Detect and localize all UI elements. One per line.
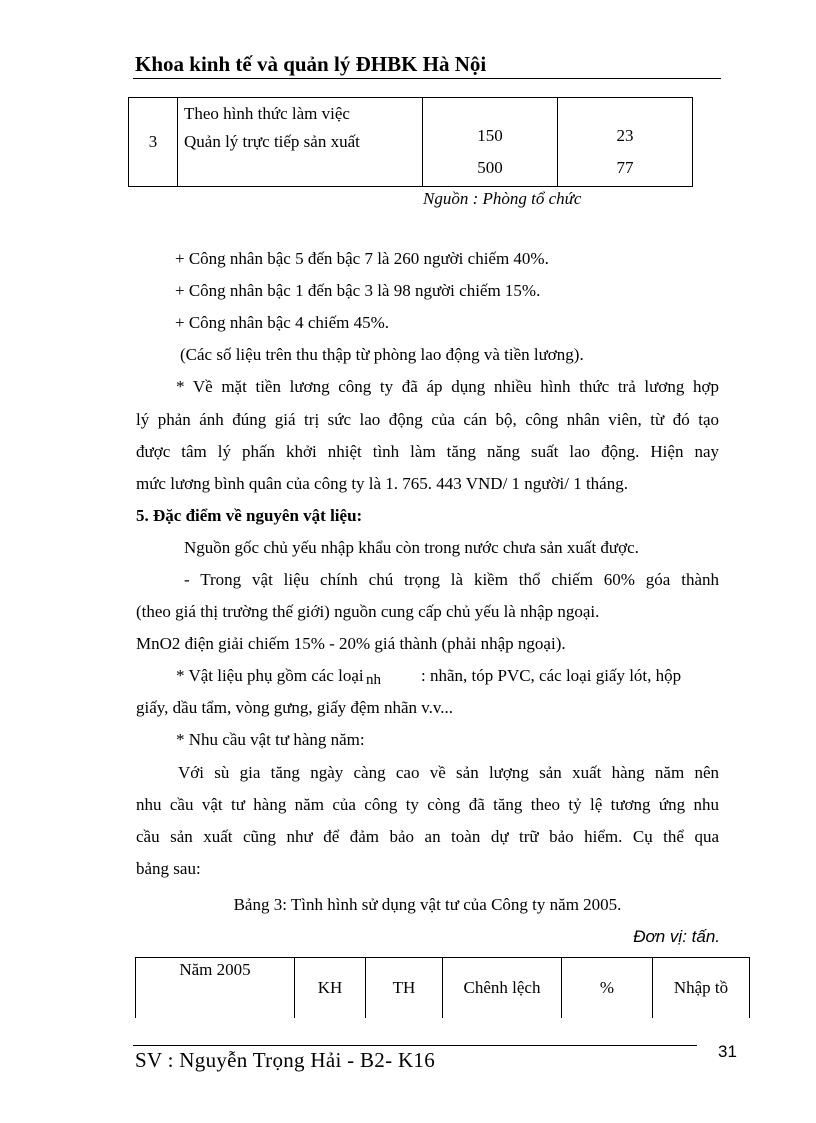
paragraph-line: nhu cầu vật tư hàng năm của công ty còng đã tăng theo tỷ lệ tương ứng nhu (136, 795, 719, 814)
paragraph-line: mức lương bình quân của công ty là 1. 765. 443 VND/ 1 người/ 1 tháng. (136, 474, 628, 493)
col-header-percent: % (562, 958, 653, 1019)
paragraph-line: + Công nhân bậc 1 đến bậc 3 là 98 người chiếm 15%. (175, 281, 541, 300)
paragraph-line: (Các số liệu trên thu thập từ phòng lao động và tiền lương). (180, 345, 584, 364)
paragraph-line: Với sù gia tăng ngày càng cao về sản lượng sản xuất hàng năm nên (178, 763, 719, 782)
year-header: Năm 2005 (136, 958, 295, 1019)
paragraph-line: * Về mặt tiền lương công ty đã áp dụng nhiều hình thức trả lương hợp (176, 377, 719, 396)
percent-value-1: 23 (616, 126, 634, 145)
desc-line-1: Theo hình thức làm việc (184, 104, 350, 123)
paragraph-line: bảng sau: (136, 859, 201, 878)
paragraph-line: (theo giá thị trường thế giới) nguồn cung cấp chủ yếu là nhập ngoại. (136, 602, 600, 621)
row-number: 3 (129, 98, 178, 187)
footer-divider (133, 1045, 697, 1046)
row-description (178, 98, 423, 187)
paragraph-line: * Nhu cầu vật tư hàng năm: (176, 730, 365, 749)
count-cell (423, 98, 558, 187)
paragraph-line: cầu sản xuất cũng như để đảm bảo an toàn dự trữ bảo hiểm. Cụ thể qua (136, 827, 719, 846)
count-value-2: 500 (477, 158, 503, 177)
unit-label: Đơn vị: tấn. (633, 927, 720, 946)
col-header-kh: KH (295, 958, 366, 1019)
section-heading: 5. Đặc điểm về nguyên vật liệu: (136, 506, 363, 525)
header-divider (133, 78, 721, 79)
percent-cell (558, 98, 693, 187)
paragraph-line: + Công nhân bậc 5 đến bậc 7 là 260 người chiếm 40%. (175, 249, 549, 268)
paragraph-line: MnO2 điện giải chiếm 15% - 20% giá thành (phải nhập ngoại). (136, 634, 566, 653)
paragraph-line: : nhãn, tóp PVC, các loại giấy lót, hộp (421, 666, 682, 685)
col-header-inventory: Nhập tồ (653, 958, 750, 1019)
paragraph-line: được tâm lý phấn khởi nhiệt tình làm tăng năng suất lao động. Hiện nay (136, 442, 719, 461)
col-header-difference: Chênh lệch (443, 958, 562, 1019)
paragraph-line: - Trong vật liệu chính chú trọng là kiềm thổ chiếm 60% góa thành (184, 570, 719, 589)
paragraph-line: lý phản ánh đúng giá trị sức lao động của cán bộ, công nhân viên, từ đó tạo (136, 410, 719, 429)
paragraph-line: * Vật liệu phụ gồm các loại (176, 666, 364, 685)
paragraph-line: Nguồn gốc chủ yếu nhập khẩu còn trong nước chưa sản xuất được. (184, 538, 639, 557)
employee-table (128, 97, 693, 187)
count-value-1: 150 (477, 126, 503, 145)
paragraph-line: + Công nhân bậc 4 chiếm 45%. (175, 313, 390, 332)
subscript-fragment: nh (366, 672, 381, 688)
table-source: Nguồn : Phòng tổ chức (423, 189, 582, 208)
col-header-th: TH (366, 958, 443, 1019)
percent-value-2: 77 (616, 158, 634, 177)
page-number: 31 (718, 1042, 737, 1061)
page-header-title: Khoa kinh tế và quản lý ĐHBK Hà Nội (135, 52, 487, 76)
footer-author: SV : Nguyễn Trọng Hải - B2- K16 (135, 1048, 436, 1072)
materials-table (135, 957, 750, 1018)
table-caption: Bảng 3: Tình hình sử dụng vật tư của Công ty năm 2005. (233, 895, 622, 914)
paragraph-line: giấy, dầu tẩm, vòng gưng, giấy đệm nhãn v.v... (136, 698, 454, 717)
desc-line-2: Quản lý trực tiếp sản xuất (184, 132, 360, 151)
